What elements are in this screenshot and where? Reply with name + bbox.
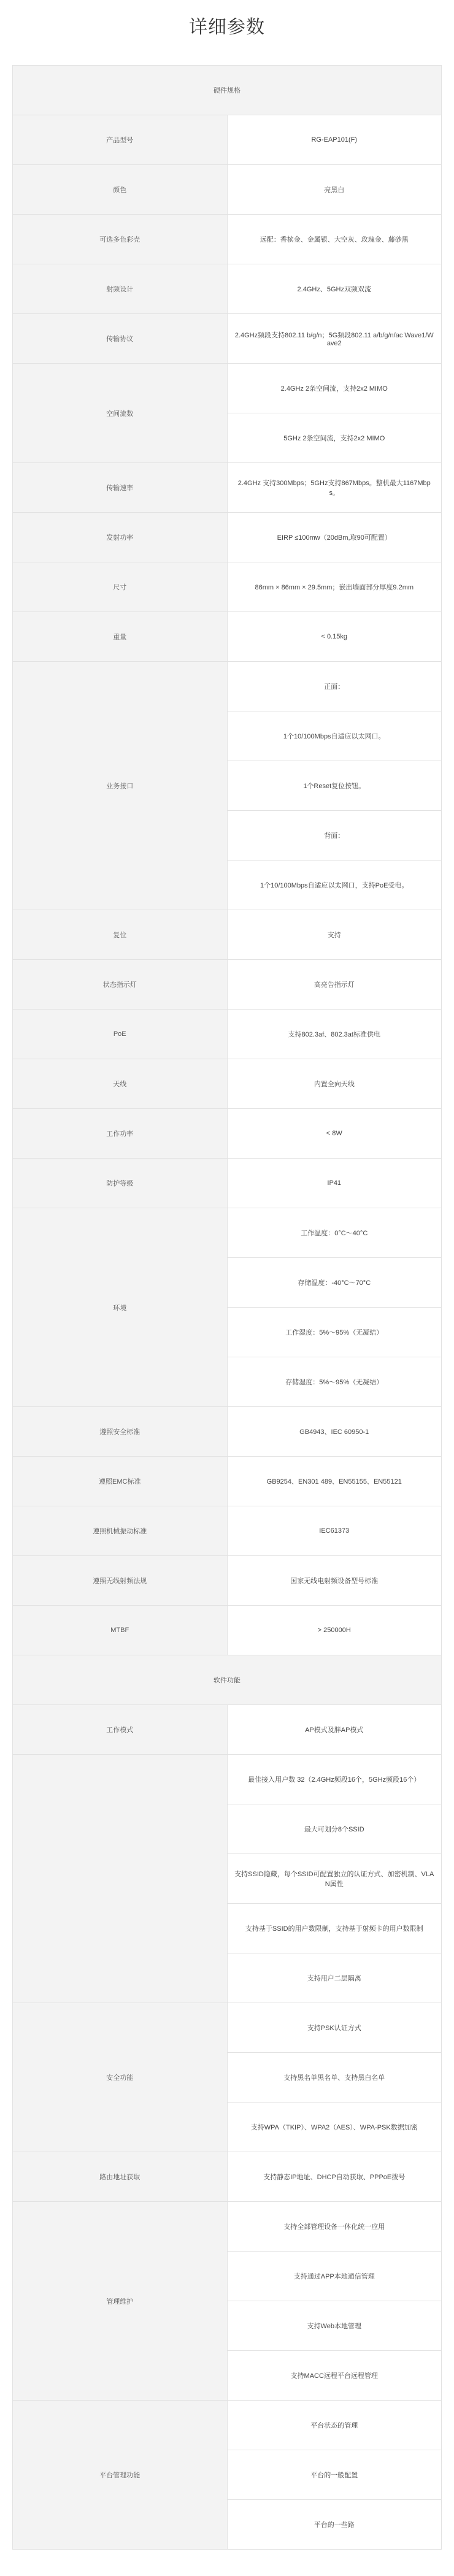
spec-value: 支持黑名单黑名单、支持黑白名单 (227, 2053, 442, 2103)
spec-value: < 8W (227, 1109, 442, 1159)
spec-value: GB9254、EN301 489、EN55155、EN55121 (227, 1457, 442, 1506)
spec-row (13, 1109, 442, 1159)
spec-value: 亮黑白 (227, 165, 442, 215)
spec-row (13, 1407, 442, 1457)
spec-row (13, 662, 442, 711)
spec-label: MTBF (13, 1606, 228, 1655)
spec-value: 支持基于SSID的用户数限制，支持基于射频卡的用户数限制 (227, 1904, 442, 1953)
spec-row (13, 115, 442, 165)
spec-row (13, 910, 442, 960)
spec-value: 国家无线电射频设备型号标准 (227, 1556, 442, 1606)
spec-label: 工作模式 (13, 1705, 228, 1755)
spec-label: 遵照安全标准 (13, 1407, 228, 1457)
spec-value: EIRP ≤100mw（20dBm,取90可配置） (227, 513, 442, 562)
spec-value: 支持通过APP本地通信管理 (227, 2252, 442, 2301)
spec-row (13, 612, 442, 662)
spec-label: 颜色 (13, 165, 228, 215)
spec-value: 支持静态IP地址、DHCP自动获取、PPPoE拨号 (227, 2152, 442, 2202)
spec-row (13, 2202, 442, 2252)
spec-label: 空间流数 (13, 364, 228, 463)
spec-label: 遵照无线射频法规 (13, 1556, 228, 1606)
spec-row (13, 1755, 442, 1804)
spec-row (13, 1606, 442, 1655)
spec-value: 平台的一般配置 (227, 2450, 442, 2500)
spec-value: 高亮告指示灯 (227, 960, 442, 1010)
spec-value: 远配：香槟金、金属银、大空灰、玫瑰金、藤砂黑 (227, 215, 442, 264)
spec-value: 支持Web本地管理 (227, 2301, 442, 2351)
page-title: 详细参数 (189, 17, 265, 37)
spec-value: 内置全向天线 (227, 1059, 442, 1109)
spec-value: 5GHz 2条空间流，支持2x2 MIMO (227, 413, 442, 463)
spec-value: 最大可划分8个SSID (227, 1804, 442, 1854)
spec-row (13, 2003, 442, 2053)
spec-value: 1个10/100Mbps自适应以太网口。 (227, 711, 442, 761)
spec-label: 遵照EMC标准 (13, 1457, 228, 1506)
spec-value: 支持WPA（TKIP）、WPA2（AES）、WPA-PSK数据加密 (227, 2103, 442, 2152)
spec-value: GB4943、IEC 60950-1 (227, 1407, 442, 1457)
spec-label: 平台管理功能 (13, 2401, 228, 2550)
spec-row (13, 1506, 442, 1556)
spec-value: 支持802.3af、802.3at标准供电 (227, 1010, 442, 1059)
spec-value: 支持用户二层隔离 (227, 1953, 442, 2003)
section-hardware (13, 66, 442, 115)
spec-value: IEC61373 (227, 1506, 442, 1556)
spec-value: 支持 (227, 910, 442, 960)
spec-value: 平台的一些路 (227, 2500, 442, 2550)
spec-label: 传输协议 (13, 314, 228, 364)
spec-row (13, 264, 442, 314)
spec-value: < 0.15kg (227, 612, 442, 662)
spec-label: 环境 (13, 1208, 228, 1407)
spec-row (13, 960, 442, 1010)
spec-label: 发射功率 (13, 513, 228, 562)
spec-value: 最佳接入用户数 32（2.4GHz频段16个，5GHz频段16个） (227, 1755, 442, 1804)
spec-value: 2.4GHz、5GHz双频双流 (227, 264, 442, 314)
spec-label: 防护等级 (13, 1159, 228, 1208)
spec-value: 支持PSK认证方式 (227, 2003, 442, 2053)
spec-value: 2.4GHz频段支持802.11 b/g/n；5G频段802.11 a/b/g/n/ac Wave1/Wave2 (227, 314, 442, 364)
section-software-title: 软件功能 (13, 1655, 442, 1705)
section-hardware-title: 硬件规格 (13, 66, 442, 115)
spec-value: 支持全部管理设备一体化统一应用 (227, 2202, 442, 2252)
spec-label: 射频设计 (13, 264, 228, 314)
spec-row (13, 2152, 442, 2202)
spec-value: AP模式及胖AP模式 (227, 1705, 442, 1755)
spec-label: 产品型号 (13, 115, 228, 165)
spec-value: RG-EAP101(F) (227, 115, 442, 165)
spec-label: 天线 (13, 1059, 228, 1109)
spec-value: 2.4GHz 支持300Mbps；5GHz支持867Mbps。整机最大1167Mbps。 (227, 463, 442, 513)
spec-row (13, 1159, 442, 1208)
spec-table-body (13, 66, 442, 2550)
spec-value: 存储湿度：5%～95%（无凝结） (227, 1357, 442, 1407)
spec-row (13, 2401, 442, 2450)
spec-row (13, 1556, 442, 1606)
spec-row (13, 314, 442, 364)
spec-row (13, 364, 442, 413)
spec-value: 86mm × 86mm × 29.5mm；嵌出墙面部分厚度9.2mm (227, 562, 442, 612)
section-software (13, 1655, 442, 1705)
spec-value: 存储温度：-40°C～70°C (227, 1258, 442, 1308)
spec-row (13, 215, 442, 264)
spec-row (13, 1059, 442, 1109)
spec-value: 工作湿度：5%～95%（无凝结） (227, 1308, 442, 1357)
spec-label: 尺寸 (13, 562, 228, 612)
spec-label: 可选多色彩壳 (13, 215, 228, 264)
spec-label: 重量 (13, 612, 228, 662)
spec-value: 1个Reset复位按钮。 (227, 761, 442, 811)
spec-label: 遵照机械振动标准 (13, 1506, 228, 1556)
spec-value: 平台状态的管理 (227, 2401, 442, 2450)
spec-label: 业务接口 (13, 662, 228, 910)
spec-row (13, 1010, 442, 1059)
spec-row (13, 1705, 442, 1755)
spec-row (13, 513, 442, 562)
spec-value: 1个10/100Mbps自适应以太网口，支持PoE受电。 (227, 861, 442, 910)
spec-value: 支持MACC远程平台远程管理 (227, 2351, 442, 2401)
spec-label: 路由地址获取 (13, 2152, 228, 2202)
spec-row (13, 562, 442, 612)
spec-value: > 250000H (227, 1606, 442, 1655)
spec-label: 传输速率 (13, 463, 228, 513)
spec-table (12, 65, 442, 2550)
spec-row (13, 1208, 442, 1258)
spec-value: IP41 (227, 1159, 442, 1208)
spec-label (13, 1755, 228, 2003)
spec-value: 正面： (227, 662, 442, 711)
spec-value: 支持SSID隐藏，每个SSID可配置独立的认证方式、加密机制、VLAN属性 (227, 1854, 442, 1904)
spec-label: 安全功能 (13, 2003, 228, 2152)
spec-value: 工作温度：0°C～40°C (227, 1208, 442, 1258)
spec-label: PoE (13, 1010, 228, 1059)
spec-row (13, 463, 442, 513)
spec-label: 状态指示灯 (13, 960, 228, 1010)
spec-row (13, 1457, 442, 1506)
spec-value: 背面： (227, 811, 442, 861)
spec-value: 2.4GHz 2条空间流，支持2x2 MIMO (227, 364, 442, 413)
spec-row (13, 165, 442, 215)
spec-label: 复位 (13, 910, 228, 960)
spec-label: 管理维护 (13, 2202, 228, 2401)
spec-label: 工作功率 (13, 1109, 228, 1159)
